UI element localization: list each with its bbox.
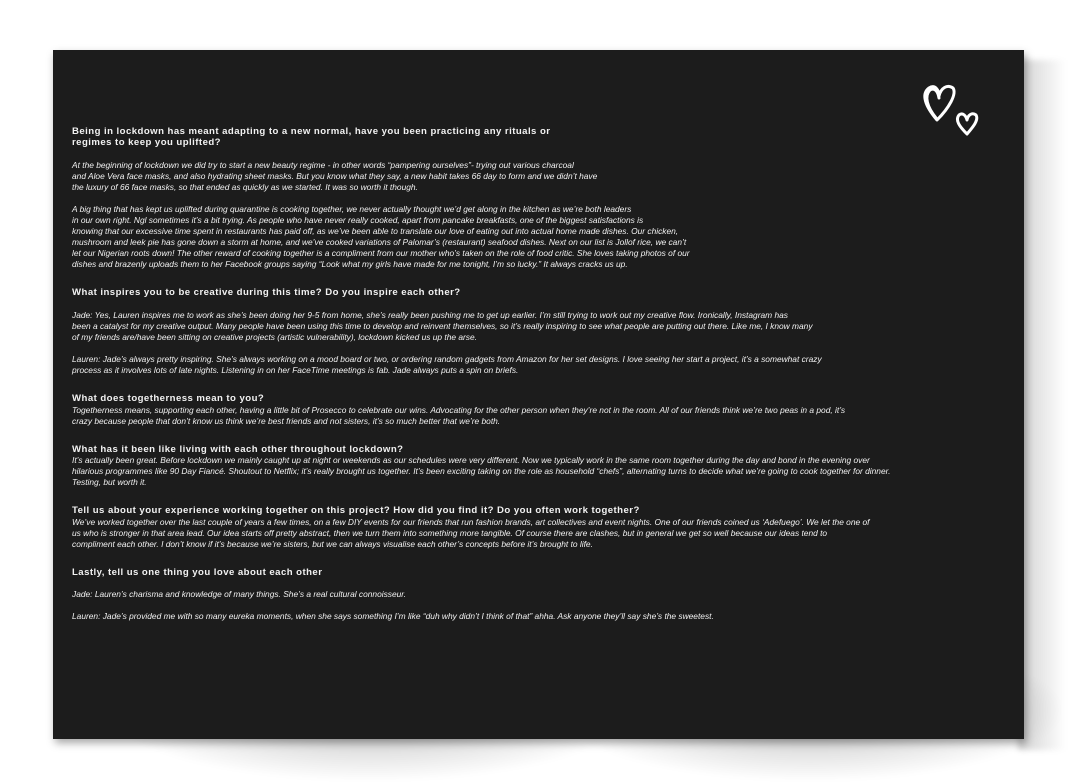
question-3: What does togetherness mean to you? [72,393,265,405]
qa-block-2 [72,287,992,376]
qa-block-1 [72,126,992,270]
answer-6-paragraph-1: Jade: Lauren’s charisma and knowledge of many things. She’s a real cultural connoisseur. [72,589,407,600]
answer-1-paragraph-1: At the beginning of lockdown we did try to start a new beauty regime - in other words “pampering ourselves”- trying out various charcoal and Aloe Vera face masks, and also hydrating sheet masks. But you know what they say, a new habit takes 66 day to form and we didn’t have the luxury of 66 face masks, so that ended as quickly as we started. It was so worth it though. [72,159,598,192]
answer-2-paragraph-2: Lauren: Jade’s always pretty inspiring. She’s always working on a mood board or two, or ordering random gadgets from Amazon for her set designs. I love seeing her start a project, it’s a somewhat crazy process as it involves lots of late nights. Listening in on her FaceTime meetings is fab. Jade always puts a spin on briefs. [72,354,822,376]
question-1: Being in lockdown has meant adapting to a new normal, have you been practicing any rituals or regimes to keep you uplifted? [72,126,551,149]
qa-block-4 [72,444,992,489]
interview-body [72,126,992,622]
question-5: Tell us about your experience working together on this project? How did you find it? Do you often work together? [72,505,640,517]
qa-block-5 [72,505,992,550]
question-6: Lastly, tell us one thing you love about each other [72,566,323,578]
question-2: What inspires you to be creative during this time? Do you inspire each other? [72,287,461,299]
qa-block-3 [72,393,992,426]
answer-4-paragraph-1: It’s actually been great. Before lockdown we mainly caught up at night or weekends as our schedules were very different. Now we typically work in the same room together during the day and bond in the evening over hilarious programmes like 90 Day Fiancé. Shoutout to Netflix; it’s really brought us together. It’s been exciting taking on the role as household “chefs”, alternating turns to decide what we’re going to cook together for dinner. Testing, but worth it. [72,454,891,488]
magazine-page [53,50,1024,739]
answer-2-paragraph-1: Jade: Yes, Lauren inspires me to work as she’s been doing her 9-5 from home, she’s really been pushing me to get up earlier. I’m still trying to work out my creative flow. Ironically, Instagram has been a catalyst for my creative output. Many people have been using this time to develop and reinvent themselves, so it’s really inspiring to see what people are putting out there. Like me, I know many of my friends are/have been sitting on creative projects (artistic vulnerability), lockdown kicked us up the arse. [72,309,813,342]
qa-block-6 [72,567,992,622]
question-4: What has it been like living with each other throughout lockdown? [72,443,404,455]
answer-5-paragraph-1: We’ve worked together over the last couple of years a few times, on a few DIY events for our friends that run fashion brands, art collectives and event nights. One of our friends coined us ‘Adefuego’. We let the one of us who is stronger in that area lead. Our idea starts off pretty abstract, then we turn them into something more tangible. Of course there are clashes, but in general we get so well because our ideas tend to compliment each other. I don’t know if it’s because we’re sisters, but we can always visualise each other’s concepts before it’s brought to life. [72,516,870,549]
answer-3-paragraph-1: Togetherness means, supporting each other, having a little bit of Prosecco to celebrate our wins. Advocating for the other person when they’re not in the room. All of our friends think we’re two peas in a pod, it’s crazy because people that don’t know us think we’re best friends and not sisters, it’s so much better that we’re both. [72,404,846,426]
answer-6-paragraph-2: Lauren: Jade’s provided me with so many eureka moments, when she says something I’m like “duh why didn’t I think of that” ahha. Ask anyone they’ll say she’s the sweetest. [72,611,714,622]
answer-1-paragraph-2: A big thing that has kept us uplifted during quarantine is cooking together, we never actually thought we’d get along in the kitchen as we’re both leaders in our own right. Ngl sometimes it’s a bit trying. As people who have never really cooked, apart from pancake breakfasts, one of the biggest satisfactions is knowing that our excessive time spent in restaurants has paid off, as we’ve been able to translate our love of eating out into actual home made dishes. Our chicken, mushroom and leek pie has gone down a storm at home, and we’ve cooked variations of Palomar’s (restaurant) seafood dishes. Next on our list is Jollof rice, we can’t let our Nigerian roots down! The other reward of cooking together is a compliment from our mother who’s taken on the role of food critic. She loves taking photos of our dishes and brazenly uploads them to her Facebook groups saying “Look what my girls have made for me tonight, I’m so lucky.” It always cracks us up. [72,203,690,270]
page-side-shadow [1018,60,1066,750]
